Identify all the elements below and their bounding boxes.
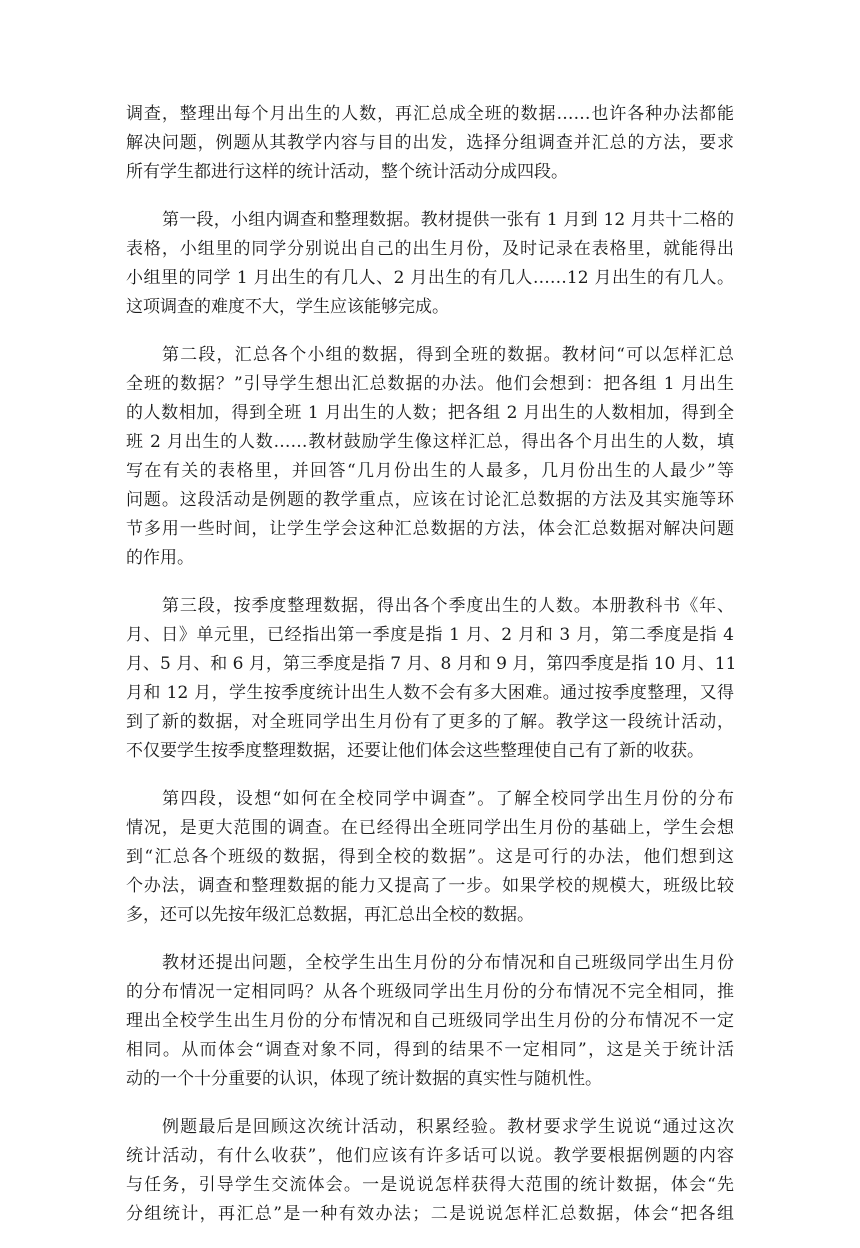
text-line: 的人数相加，得到全班 1 月出生的人数；把各组 2 月出生的人数相加，得到全 [126, 403, 734, 423]
text-line: 分组统计，再汇总”是一种有效办法；二是说说怎样汇总数据，体会“把各组 [126, 1204, 734, 1224]
paragraph [126, 341, 734, 573]
text-line: 动的一个十分重要的认识，体现了统计数据的真实性与随机性。 [126, 1069, 602, 1089]
text-line: 节多用一些时间，让学生学会这种汇总数据的方法，体会汇总数据对解决问题 [126, 519, 734, 539]
text-line: 写在有关的表格里，并回答“几月份出生的人最多，几月份出生的人最少”等 [126, 461, 734, 481]
text-line: 相同。从而体会“调查对象不同，得到的结果不一定相同”，这是关于统计活 [126, 1040, 734, 1060]
text-line: 教材还提出问题，全校学生出生月份的分布情况和自己班级同学出生月份 [162, 953, 734, 973]
text-line: 第二段，汇总各个小组的数据，得到全班的数据。教材问“可以怎样汇总 [162, 345, 734, 365]
text-line: 例题最后是回顾这次统计活动，积累经验。教材要求学生说说“通过这次 [162, 1117, 734, 1137]
text-line: 个办法，调查和整理数据的能力又提高了一步。如果学校的规模大，班级比较 [126, 876, 734, 896]
text-line: 统计活动，有什么收获”，他们应该有许多话可以说。教学要根据例题的内容 [126, 1146, 734, 1166]
text-line: 第三段，按季度整理数据，得出各个季度出生的人数。本册教科书《年、 [162, 596, 734, 616]
text-line: 理出全校学生出生月份的分布情况和自己班级同学出生月份的分布情况不一定 [126, 1011, 734, 1031]
text-line: 问题。这段活动是例题的教学重点，应该在讨论汇总数据的方法及其实施等环 [126, 490, 734, 510]
text-line: 月和 12 月，学生按季度统计出生人数不会有多大困难。通过按季度整理，又得 [126, 683, 734, 703]
paragraph [126, 592, 737, 766]
text-line: 全班的数据？”引导学生想出汇总数据的办法。他们会想到：把各组 1 月出生 [126, 374, 734, 394]
text-line: 第四段，设想“如何在全校同学中调查”。了解全校同学出生月份的分布 [162, 789, 734, 809]
document-body [126, 100, 737, 1248]
text-line: 到了新的数据，对全班同学出生月份有了更多的了解。教学这一段统计活动， [126, 712, 734, 732]
text-line: 月、5 月、和 6 月，第三季度是指 7 月、8 月和 9 月，第四季度是指 10 月、11 [126, 654, 737, 674]
text-line: 的作用。 [126, 548, 194, 568]
paragraph [126, 949, 734, 1094]
text-line: 月、日》单元里，已经指出第一季度是指 1 月、2 月和 3 月，第二季度是指 4 [126, 625, 734, 645]
text-line: 的分布情况一定相同吗？从各个班级同学出生月份的分布情况不完全相同，推 [126, 982, 734, 1002]
paragraph [126, 1113, 734, 1229]
text-line: 所有学生都进行这样的统计活动，整个统计活动分成四段。 [126, 162, 568, 182]
paragraph [126, 100, 734, 187]
text-line: 多，还可以先按年级汇总数据，再汇总出全校的数据。 [126, 905, 534, 925]
text-line: 小组里的同学 1 月出生的有几人、2 月出生的有几人……12 月出生的有几人。 [126, 268, 734, 288]
text-line: 表格，小组里的同学分别说出自己的出生月份，及时记录在表格里，就能得出 [126, 239, 734, 259]
text-line: 不仅要学生按季度整理数据，还要让他们体会这些整理使自己有了新的收获。 [126, 741, 704, 761]
text-line: 第一段，小组内调查和整理数据。教材提供一张有 1 月到 12 月共十二格的 [162, 210, 734, 230]
text-line: 班 2 月出生的人数……教材鼓励学生像这样汇总，得出各个月出生的人数，填 [126, 432, 734, 452]
paragraph [126, 785, 734, 930]
paragraph [126, 206, 734, 322]
text-line: 这项调查的难度不大，学生应该能够完成。 [126, 297, 449, 317]
text-line: 解决问题，例题从其教学内容与目的出发，选择分组调查并汇总的方法，要求 [126, 133, 734, 153]
text-line: 调查，整理出每个月出生的人数，再汇总成全班的数据……也许各种办法都能 [126, 104, 734, 124]
text-line: 情况，是更大范围的调查。在已经得出全班同学出生月份的基础上，学生会想 [126, 818, 734, 838]
text-line: 与任务，引导学生交流体会。一是说说怎样获得大范围的统计数据，体会“先 [126, 1175, 734, 1195]
text-line: 到“汇总各个班级的数据，得到全校的数据”。这是可行的办法，他们想到这 [126, 847, 734, 867]
